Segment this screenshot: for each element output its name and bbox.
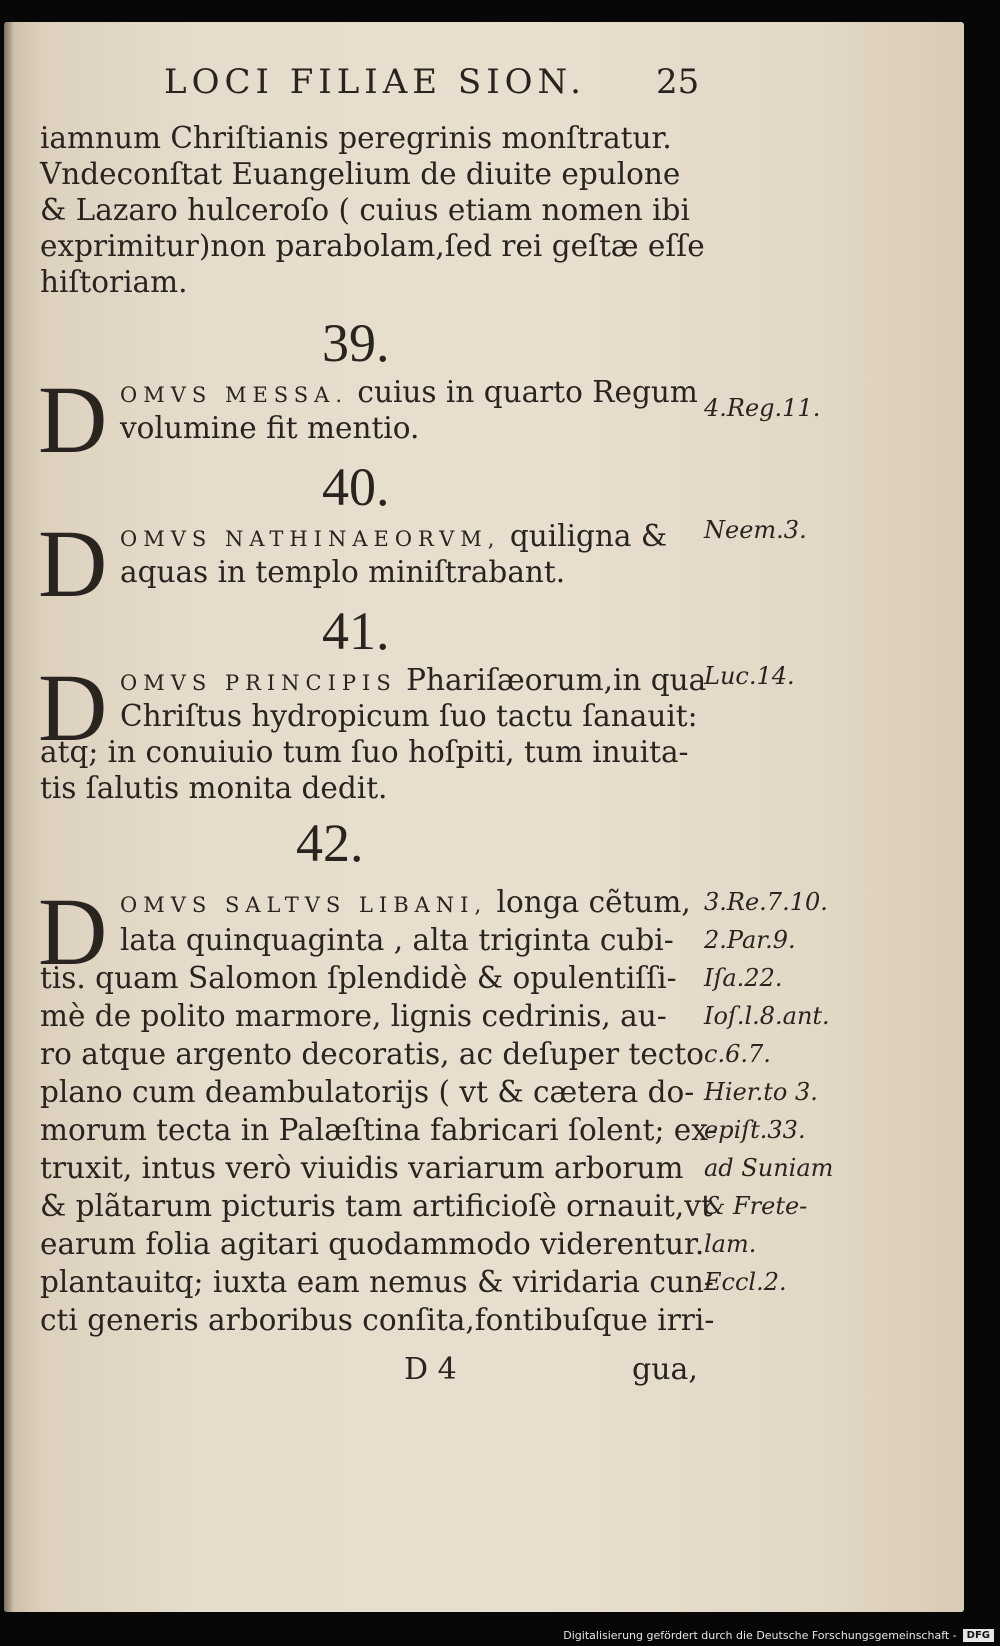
signature-mark: D 4	[404, 1352, 457, 1387]
margin-note: 2.Par.9.	[704, 926, 796, 954]
page-edge-shadow	[4, 22, 14, 1612]
cap-words: OMVS NATHINAEORVM,	[120, 527, 501, 551]
margin-note: Hier.to 3.	[704, 1078, 818, 1106]
cap-words: OMVS MESSA.	[120, 383, 349, 407]
text-line: mè de polito marmore, lignis cedrinis, au-	[40, 999, 667, 1033]
text-line: atq; in conuiuio tum ſuo hoſpiti, tum inuita-	[40, 735, 689, 769]
text-line: Vndeconſtat Euangelium de diuite epulone	[40, 157, 681, 191]
text-line	[120, 662, 706, 701]
text-line	[120, 884, 691, 923]
margin-note: Neem.3.	[704, 516, 807, 544]
text-line	[120, 518, 667, 557]
margin-note: 3.Re.7.10.	[704, 888, 828, 916]
catchword: gua,	[632, 1352, 698, 1387]
section-number: 40.	[322, 457, 390, 517]
running-head: LOCI FILIAE SION.	[164, 62, 586, 102]
text-run: cuius in quarto Regum	[357, 375, 698, 409]
section-number: 39.	[322, 313, 390, 373]
text-line: & plãtarum picturis tam artificioſè ornauit,vt	[40, 1189, 713, 1223]
margin-note: Eccl.2.	[704, 1268, 787, 1296]
text-line: aquas in templo miniſtrabant.	[120, 555, 566, 589]
text-line: earum folia agitari quodammodo viderentur.	[40, 1227, 705, 1261]
cap-words: OMVS PRINCIPIS	[120, 671, 397, 695]
text-line: iamnum Chriſtianis peregrinis monſtratur.	[40, 121, 672, 155]
text-line: exprimitur)non parabolam,ſed rei geſtæ eſſe	[40, 229, 705, 263]
text-line: volumine fit mentio.	[120, 411, 420, 445]
text-run: longa cẽtum,	[496, 885, 691, 919]
page-number: 25	[656, 62, 700, 102]
section-number: 41.	[322, 601, 390, 661]
text-run: Phariſæorum,in qua	[406, 663, 707, 697]
text-line: tis. quam Salomon ſplendidè & opulentiſſi-	[40, 961, 677, 995]
drop-cap: D	[38, 654, 108, 761]
digitization-credit	[563, 1629, 994, 1642]
text-line: plano cum deambulatorijs ( vt & cætera do-	[40, 1075, 695, 1109]
margin-note: c.6.7.	[704, 1040, 771, 1068]
drop-cap: D	[38, 510, 108, 617]
section-number: 42.	[296, 813, 364, 873]
text-run: quiligna &	[509, 519, 668, 553]
text-line: plantauitq; iuxta eam nemus & viridaria cun-	[40, 1265, 714, 1299]
book-page	[4, 22, 964, 1612]
margin-note: epiſt.33.	[704, 1116, 806, 1144]
cap-words: OMVS SALTVS LIBANI,	[120, 893, 488, 917]
margin-note: ad Suniam	[704, 1154, 834, 1182]
margin-note: Luc.14.	[704, 662, 795, 690]
margin-note: & Frete-	[704, 1192, 808, 1220]
text-line: morum tecta in Palæſtina fabricari ſolent; ex-	[40, 1113, 718, 1147]
text-line	[120, 374, 698, 413]
drop-cap: D	[38, 366, 108, 473]
text-line: hiſtoriam.	[40, 265, 188, 299]
text-line: tis ſalutis monita dedit.	[40, 771, 388, 805]
text-line: cti generis arboribus conſita,fontibuſque irri-	[40, 1303, 715, 1337]
dfg-logo: DFG	[963, 1629, 994, 1642]
margin-note: 4.Reg.11.	[704, 394, 821, 422]
margin-note: Ioſ.l.8.ant.	[704, 1002, 830, 1030]
text-line: & Lazaro hulceroſo ( cuius etiam nomen ibi	[40, 193, 690, 227]
text-line: lata quinquaginta , alta triginta cubi-	[120, 923, 674, 957]
text-line: truxit, intus verò viuidis variarum arborum	[40, 1151, 684, 1185]
credit-text: Digitalisierung gefördert durch die Deutsche Forschungsgemeinschaft -	[563, 1629, 957, 1642]
drop-cap: D	[38, 878, 108, 985]
margin-note: lam.	[704, 1230, 757, 1258]
text-line: Chriſtus hydropicum ſuo tactu ſanauit:	[120, 699, 698, 733]
margin-note: Iſa.22.	[704, 964, 783, 992]
text-line: ro atque argento decoratis, ac deſuper tecto	[40, 1037, 704, 1071]
